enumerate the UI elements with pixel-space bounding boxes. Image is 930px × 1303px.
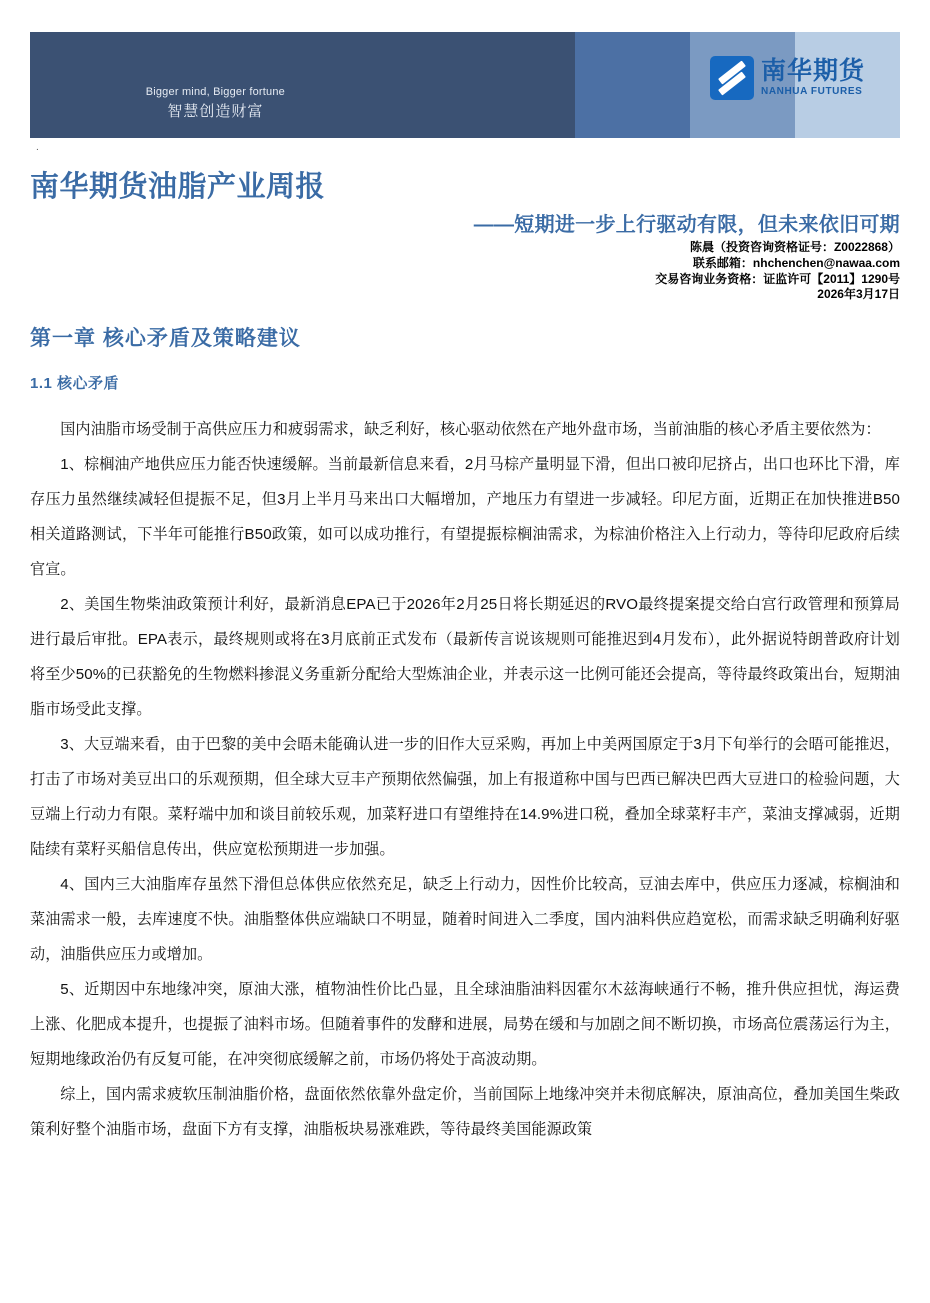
paragraph: 4、国内三大油脂库存虽然下滑但总体供应依然充足，缺乏上行动力，因性价比较高，豆油去库中，供应压力逐减，棕榈油和菜油需求一般，去库速度不快。油脂整体供应端缺口不明显，随着时间进入二季度，国内油料供应趋宽松，而需求缺乏明确利好驱动，油脂供应压力或增加。 [30, 876, 900, 963]
report-metadata [655, 240, 900, 303]
logo-name-chinese: 南华期货 [761, 57, 866, 85]
banner-band-dark [30, 32, 575, 138]
meta-date: 2026年3月17日 [817, 287, 900, 302]
banner-tagline [146, 85, 285, 122]
stray-mark: . [36, 142, 39, 153]
meta-author: 陈晨（投资咨询资格证号：Z0022868） [689, 240, 900, 254]
paragraph: 国内油脂市场受制于高供应压力和疲弱需求，缺乏利好，核心驱动依然在产地外盘市场，当前油脂的核心矛盾主要依然为： [60, 421, 881, 438]
logo-name-english: NANHUA FUTURES [761, 86, 863, 97]
paragraph: 3、大豆端来看，由于巴黎的美中会晤未能确认进一步的旧作大豆采购，再加上中美两国原定于3月下旬举行的会晤可能推迟，打击了市场对美豆出口的乐观预期，但全球大豆丰产预期依然偏强，加上有报道称中国与巴西已解决巴西大豆进口的检验问题，大豆端上行动力有限。菜籽端中加和谈目前较乐观，加菜籽进口有望维持在14.9%进口税，叠加全球菜籽丰产，菜油支撑减弱，近期陆续有菜籽买船信息传出，供应宽松预期进一步加强。 [30, 736, 900, 858]
banner-tagline-english: Bigger mind, Bigger fortune [145, 85, 285, 98]
paragraph: 综上，国内需求疲软压制油脂价格，盘面依然依靠外盘定价，当前国际上地缘冲突并未彻底解决，原油高位，叠加美国生柴政策利好整个油脂市场，盘面下方有支撑，油脂板块易涨难跌，等待最终美国能源政策 [30, 1086, 900, 1138]
paragraph: 2、美国生物柴油政策预计利好，最新消息EPA已于2026年2月25日将长期延迟的RVO最终提案提交给白宫行政管理和预算局进行最后审批。EPA表示，最终规则或将在3月底前正式发布（最新传言说该规则可能推迟到4月发布），此外据说特朗普政府计划将至少50%的已获豁免的生物燃料掺混义务重新分配给大型炼油企业，并表示这一比例可能还会提高，等待最终政策出台，短期油脂市场受此支撑。 [30, 596, 900, 718]
meta-license: 交易咨询业务资格：证监许可【2011】1290号 [655, 271, 900, 286]
logo-wordmark [761, 59, 865, 97]
banner-tagline-chinese: 智慧创造财富 [167, 102, 264, 120]
page-subtitle: ——短期进一步上行驱动有限，但未来依旧可期 [473, 214, 900, 236]
body-content [30, 412, 900, 1147]
section-heading: 1.1 核心矛盾 [30, 375, 120, 392]
logo-mark-icon [710, 56, 754, 100]
paragraph: 1、棕榈油产地供应压力能否快速缓解。当前最新信息来看，2月马棕产量明显下滑，但出口被印尼挤占，出口也环比下滑，库存压力虽然继续减轻但提振不足，但3月上半月马来出口大幅增加，产地压力有望进一步减轻。印尼方面，近期正在加快推进B50相关道路测试，下半年可能推行B50政策，如可以成功推行，有望提振棕榈油需求，为棕油价格注入上行动力，等待印尼政府后续官宣。 [30, 456, 900, 578]
nanhua-futures-logo [710, 56, 865, 100]
page-title: 南华期货油脂产业周报 [30, 171, 326, 203]
paragraph: 5、近期因中东地缘冲突，原油大涨，植物油性价比凸显，且全球油脂油料因霍尔木兹海峡通行不畅，推升供应担忧，海运费上涨、化肥成本提升，也提振了油料市场。但随着事件的发酵和进展，局势在缓和与加剧之间不断切换，市场高位震荡运行为主，短期地缘政治仍有反复可能，在冲突彻底缓解之前，市场仍将处于高波动期。 [30, 981, 900, 1068]
chapter-heading: 第一章 核心矛盾及策略建议 [30, 327, 301, 350]
banner-band-medium [575, 32, 690, 138]
meta-email: 联系邮箱：nhchenchen@nawaa.com [692, 255, 900, 270]
